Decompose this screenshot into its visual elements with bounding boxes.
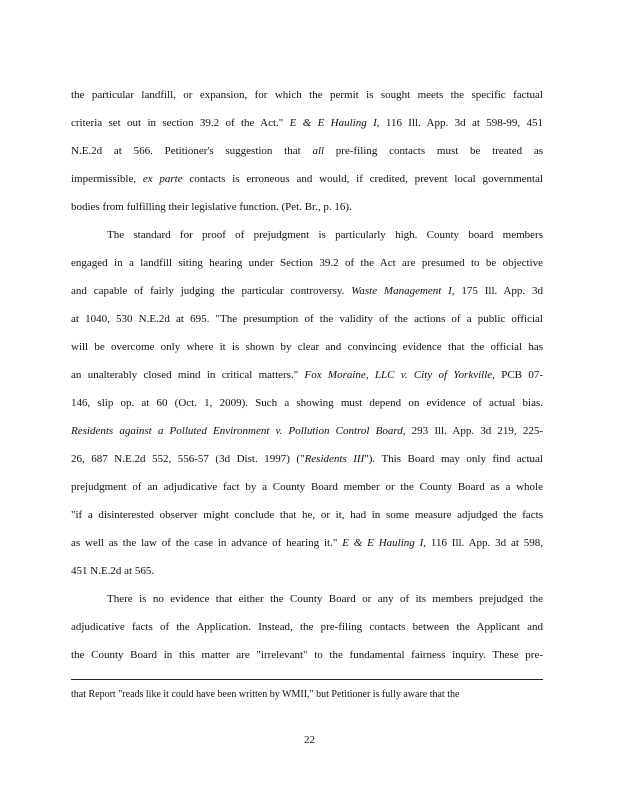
text-line: an unalterably closed mind in critical matters." Fox Moraine, LLC v. City of Yorkville, PCB 07- — [71, 369, 543, 381]
text-line: bodies from fulfilling their legislative function. (Pet. Br., p. 16). — [71, 201, 352, 213]
text-line: and capable of fairly judging the particular controversy. Waste Management I, 175 Ill. App. 3d — [71, 285, 543, 297]
text-line: as well as the law of the case in advance of hearing it." E & E Hauling I, 116 Ill. App. 3d at 598, — [71, 537, 543, 549]
text-line: 146, slip op. at 60 (Oct. 1, 2009). Such a showing must depend on evidence of actual bias. — [71, 397, 543, 409]
text-line: 451 N.E.2d at 565. — [71, 565, 155, 577]
text-line: the particular landfill, or expansion, for which the permit is sought meets the specific factual — [71, 89, 543, 101]
text-line: at 1040, 530 N.E.2d at 695. "The presumption of the validity of the actions of a public official — [71, 313, 543, 325]
text-line: prejudgment of an adjudicative fact by a County Board member or the County Board as a whole — [71, 481, 543, 493]
footnote-divider — [71, 679, 543, 680]
text-line: The standard for proof of prejudgment is particularly high. County board members — [107, 229, 543, 241]
text-line: the County Board in this matter are "irrelevant" to the fundamental fairness inquiry. These pre- — [71, 649, 543, 661]
text-line: will be overcome only where it is shown by clear and convincing evidence that the official has — [71, 341, 543, 353]
text-line: criteria set out in section 39.2 of the Act." E & E Hauling I, 116 Ill. App. 3d at 598-99, 451 — [71, 117, 543, 129]
text-line: N.E.2d at 566. Petitioner's suggestion that all pre-filing contacts must be treated as — [71, 145, 543, 157]
text-line: engaged in a landfill siting hearing under Section 39.2 of the Act are presumed to be objective — [71, 257, 543, 269]
text-line: impermissible, ex parte contacts is erroneous and would, if credited, prevent local governmental — [71, 173, 543, 185]
text-line: There is no evidence that either the County Board or any of its members prejudged the — [107, 593, 543, 605]
text-line: 26, 687 N.E.2d 552, 556-57 (3d Dist. 1997) ("Residents III"). This Board may only find actual — [71, 453, 543, 465]
text-line: Residents against a Polluted Environment v. Pollution Control Board, 293 Ill. App. 3d 219, 225- — [71, 425, 543, 437]
text-line: adjudicative facts of the Application. Instead, the pre-filing contacts between the Applicant and — [71, 621, 543, 633]
text-line: "if a disinterested observer might conclude that he, or it, had in some measure adjudged the facts — [71, 509, 543, 521]
footnote-text: that Report "reads like it could have been written by WMII," but Petitioner is fully aware that the — [71, 689, 460, 700]
page-number: 22 — [304, 734, 315, 746]
